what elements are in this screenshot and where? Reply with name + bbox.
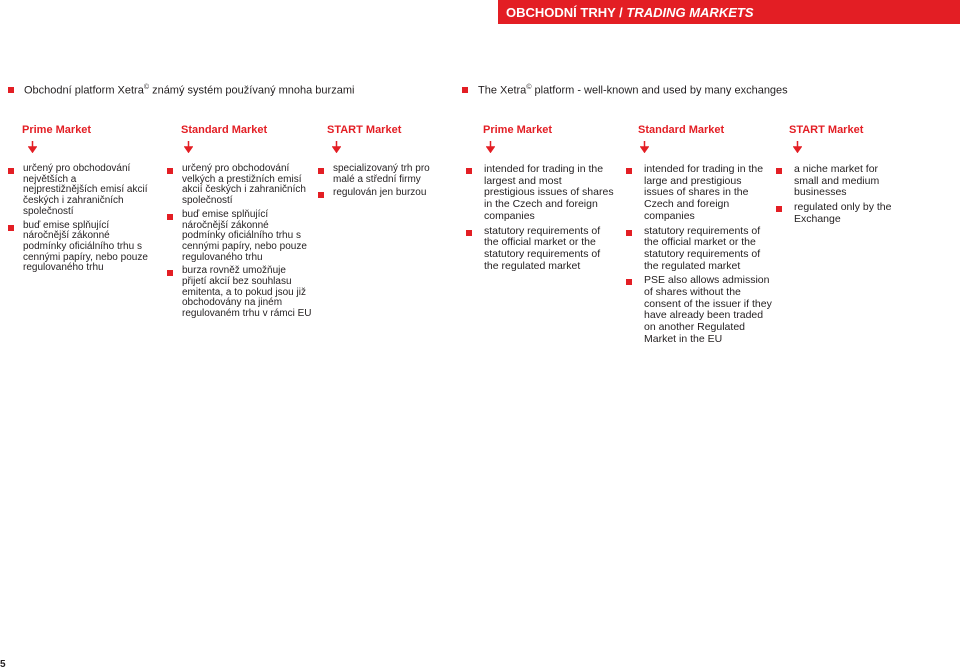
bullet-square-icon — [8, 168, 14, 174]
list-item: statutory requirements of the official market or the statutory requirements of the regulated market — [626, 226, 774, 273]
bullet-square-icon — [626, 230, 632, 236]
list-item: regulován jen burzou — [318, 188, 438, 199]
bullet-square-icon — [462, 87, 468, 93]
market-column-prime-en — [466, 124, 614, 272]
bullet-square-icon — [8, 87, 14, 93]
column-heading: Prime Market — [22, 124, 92, 136]
intro-cz-text: Obchodní platform Xetra© známý systém používaný mnoha burzami — [24, 84, 355, 97]
list-item: specializovaný trh pro malé a střední firmy — [318, 164, 438, 185]
list-item: určený pro obchodování největších a nejprestižnějších emisí akcií českých i zahraničních společností — [8, 164, 153, 218]
market-column-start-cz — [318, 124, 438, 199]
arrow-down-icon — [28, 141, 37, 153]
list-item: burza rovněž umožňuje přijetí akcií bez souhlasu emitenta, a to pokud jsou již obchodovány na jiném regulovaném trhu v rámci EU — [167, 266, 312, 320]
bullet-square-icon — [167, 270, 173, 276]
bullet-square-icon — [167, 214, 173, 220]
arrow-down-icon — [486, 141, 495, 153]
section-title-en: TRADING MARKETS — [626, 5, 754, 20]
section-banner — [498, 0, 960, 24]
bullet-square-icon — [626, 168, 632, 174]
intro-en-text: The Xetra© platform - well-known and used by many exchanges — [478, 84, 788, 97]
column-heading: Standard Market — [638, 124, 725, 136]
market-column-prime-cz — [8, 124, 153, 274]
arrow-down-icon — [332, 141, 341, 153]
bullet-square-icon — [167, 168, 173, 174]
list-item: intended for trading in the largest and most prestigious issues of shares in the Czech and foreign companies — [466, 164, 614, 223]
market-column-standard-en — [626, 124, 774, 345]
list-item: buď emise splňující náročnější zákonné podmínky oficiálního trhu s cennými papíry, nebo pouze regulovaného trhu — [8, 221, 153, 275]
bullet-square-icon — [466, 230, 472, 236]
column-heading: START Market — [789, 124, 864, 136]
arrow-down-icon — [640, 141, 649, 153]
column-heading: Prime Market — [483, 124, 553, 136]
list-item: intended for trading in the large and prestigious issues of shares in the Czech and foreign companies — [626, 164, 774, 223]
market-column-start-en — [776, 124, 896, 225]
section-title — [506, 5, 754, 20]
market-column-standard-cz — [167, 124, 312, 320]
column-heading: START Market — [327, 124, 402, 136]
list-item: statutory requirements of the official market or the statutory requirements of the regulated market — [466, 226, 614, 273]
page-number: 5 — [0, 659, 6, 670]
list-item: regulated only by the Exchange — [776, 202, 896, 225]
bullet-square-icon — [318, 192, 324, 198]
bullet-square-icon — [776, 206, 782, 212]
bullet-square-icon — [8, 225, 14, 231]
list-item: PSE also allows admission of shares without the consent of the issuer if they have already been traded on another Regulated Market in the EU — [626, 275, 774, 345]
list-item: určený pro obchodování velkých a prestižních emisí akcií českých i zahraničních společností — [167, 164, 312, 207]
arrow-down-icon — [793, 141, 802, 153]
bullet-square-icon — [466, 168, 472, 174]
list-item: a niche market for small and medium businesses — [776, 164, 896, 199]
column-heading: Standard Market — [181, 124, 268, 136]
bullet-square-icon — [776, 168, 782, 174]
bullet-square-icon — [318, 168, 324, 174]
section-title-cz: OBCHODNÍ TRHY / — [506, 5, 627, 20]
arrow-down-icon — [184, 141, 193, 153]
bullet-square-icon — [626, 279, 632, 285]
list-item: buď emise splňující náročnější zákonné podmínky oficiálního trhu s cennými papíry, nebo pouze regulovaného trhu — [167, 210, 312, 264]
